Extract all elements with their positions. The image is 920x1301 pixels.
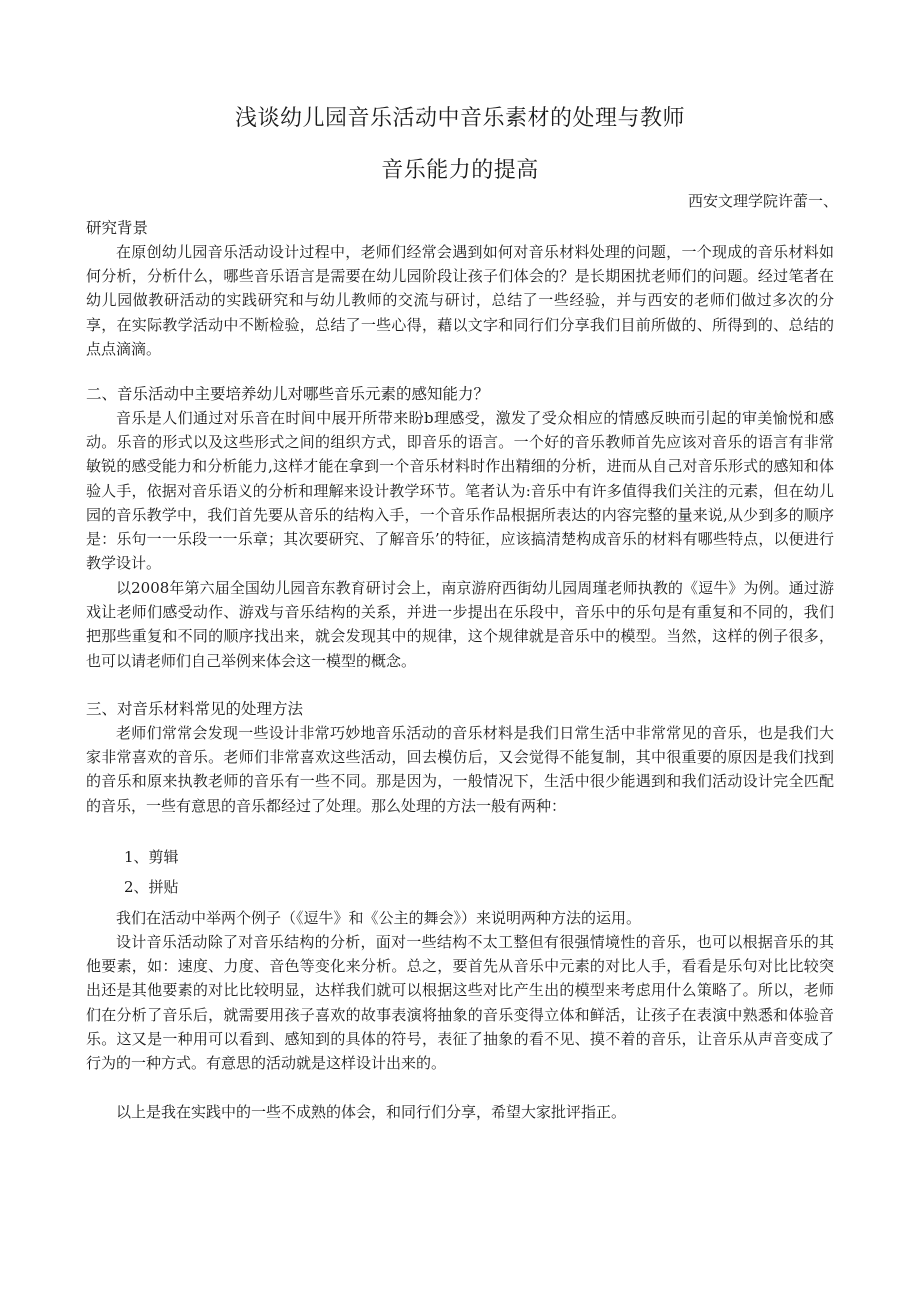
- section-heading-music-elements: 二、音乐活动中主要培养幼儿对哪些音乐元素的感知能力？: [86, 385, 490, 403]
- paragraph-conclusion: 以上是我在实践中的一些不成熟的体会，和同行们分享，希望大家批评指正。: [116, 1103, 627, 1121]
- author-line: 西安文理学院许蕾一、: [687, 192, 838, 210]
- paragraph-background: 在原创幼儿园音乐活动设计过程中，老师们经常会遇到如何对音乐材料处理的问题，一个现成的音乐材料如何分析，分析什么，哪些音乐语言是需要在幼儿园阶段让孩子们体会的？是长期困扰老师们的问题。经过笔者在幼儿园做教研活动的实践研究和与幼儿教师的交流与研讨，总结了一些经验，并与西安的老师们做过多次的分享，在实际教学活动中不断检验，总结了一些心得，藉以文字和同行们分享我们目前所做的、所得到的、总结的点点滴滴。: [86, 243, 834, 358]
- paragraph-music-definition: 音乐是人们通过对乐音在时间中展开所带来盼b理感受，激发了受众相应的情感反映而引起的审美愉悦和感动。乐音的形式以及这些形式之间的组织方式，即音乐的语言。一个好的音乐教师首先应该对音乐的语言有非常敏锐的感受能力和分析能力,这样才能在拿到一个音乐材料时作出精细的分析，进而从自己对音乐形式的感知和体验人手，依据对音乐语义的分析和理解来设计教学环节。笔者认为:音乐中有许多值得我们关注的元素，但在幼儿园的音乐教学中，我们首先要从音乐的结构入手，一个音乐作品根据所表达的内容完整的量来说,从少到多的顺序是：乐句一一乐段一一乐章；其次要研究、了解音乐’的特征，应该搞清楚构成音乐的材料有哪些特点，以便进行教学设计。: [86, 409, 834, 573]
- paragraph-analysis-strategy: 设计音乐活动除了对音乐结构的分析，面对一些结构不太工整但有很强情境性的音乐，也可以根据音乐的其他要素，如：速度、力度、音色等变化来分析。总之，要首先从音乐中元素的对比人手，看看是乐句对比比较突出还是其他要素的对比比较明显，达样我们就可以根据这些对比产生出的模型来考虑用什么策略了。所以，老师们在分析了音乐后，就需要用孩子喜欢的故事表演将抽象的音乐变得立体和鲜活，让孩子在表演中熟悉和体验音乐。这又是一种用可以看到、感知到的具体的符号，表征了抽象的看不见、摸不着的音乐，让音乐从声音变成了行为的一种方式。有意思的活动就是这样设计出来的。: [86, 933, 834, 1073]
- paragraph-two-examples: 我们在活动中举两个例子（《逗牛》和《公主的舞会》）来说明两种方法的运用。: [116, 909, 642, 927]
- list-item-editing: 1、剪辑: [124, 848, 179, 866]
- section-heading-processing-methods: 三、对音乐材料常见的处理方法: [86, 700, 304, 718]
- paragraph-example-douniu: 以2008年第六届全国幼儿园音东教育研讨会上，南京游府西街幼儿园周瑾老师执教的《逗牛》为例。通过游戏让老师们感受动作、游戏与音乐结构的关系，并进一步提出在乐段中，音乐中的乐句是有重复和不同的，我们把那些重复和不同的顺序找出来，就会发现其中的规律，这个规律就是音乐中的模型。当然，这样的例子很多，也可以请老师们自己举例来体会这一模型的概念。: [86, 579, 834, 670]
- document-title-line-1: 浅谈幼儿园音乐活动中音乐素材的处理与教师: [234, 106, 685, 131]
- list-item-collage: 2、拼贴: [124, 878, 179, 896]
- document-title-line-2: 音乐能力的提高: [381, 158, 539, 183]
- paragraph-processing-intro: 老师们常常会发现一些设计非常巧妙地音乐活动的音乐材料是我们日常生活中非常常见的音乐，也是我们大家非常喜欢的音乐。老师们非常喜欢这些活动，回去模仿后，又会觉得不能复制，其中很重要的原因是我们找到的音乐和原来执教老师的音乐有一些不同。那是因为，一般情况下，生活中很少能遇到和我们活动设计完全匹配的音乐，一些有意思的音乐都经过了处理。那么处理的方法一般有两种：: [86, 724, 834, 815]
- section-heading-background: 研究背景: [86, 219, 149, 237]
